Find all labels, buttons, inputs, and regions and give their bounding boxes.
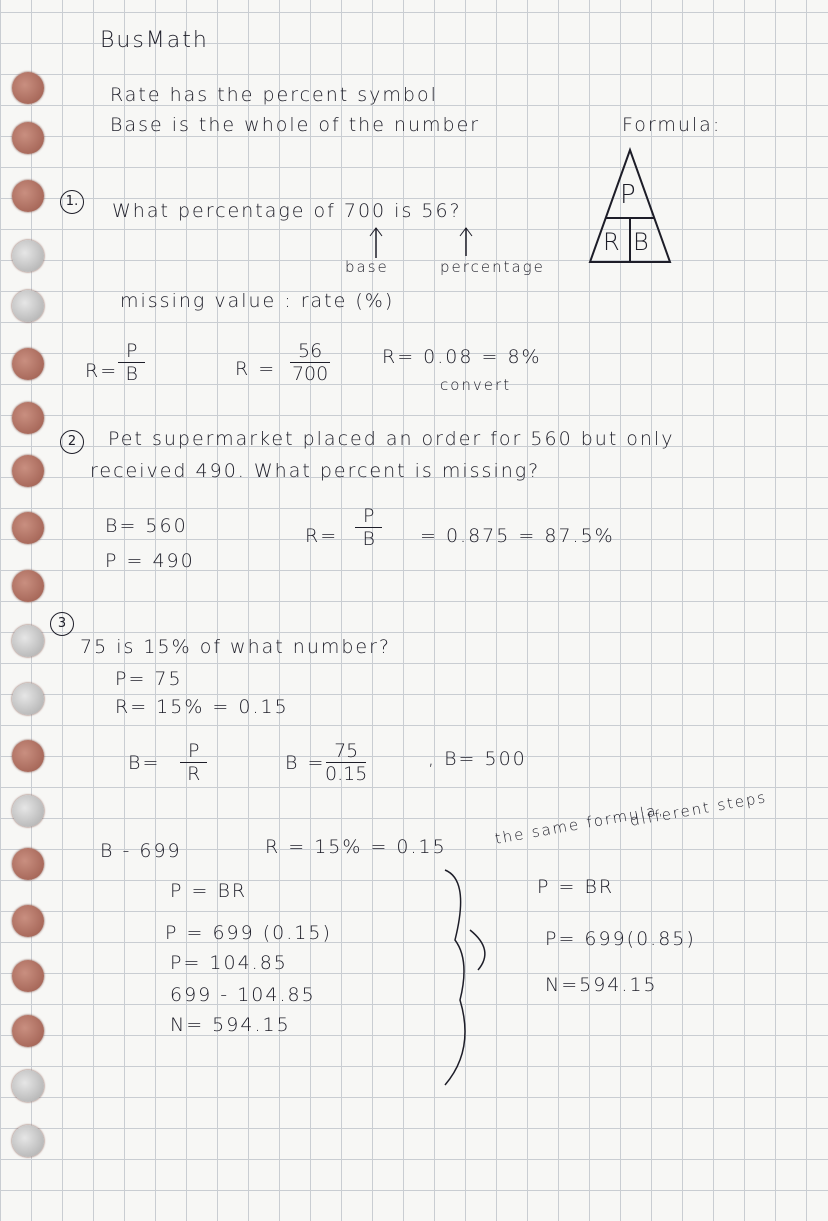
question-number: 3: [50, 612, 74, 636]
triangle-p: P: [620, 180, 638, 210]
b-label: B =: [285, 752, 326, 774]
denominator: B: [362, 528, 375, 550]
numerator: 56: [290, 340, 330, 363]
r-label: R=: [305, 525, 339, 547]
fraction-p-r: [180, 740, 207, 785]
formula-label: Formula:: [622, 114, 722, 136]
note-rate: Rate has the percent symbol: [110, 84, 438, 106]
work-line: P = BR: [537, 876, 615, 898]
missing-value: missing value : rate (%): [120, 290, 395, 312]
percentage-label: percentage: [440, 258, 545, 276]
numerator: P: [180, 740, 207, 763]
denominator: B: [125, 363, 138, 385]
numerator: 75: [326, 740, 366, 763]
r-value: R = 15% = 0.15: [265, 836, 447, 858]
triangle-b: B: [633, 228, 651, 256]
denominator: 700: [291, 363, 329, 385]
side-note: the same formula,: [493, 800, 666, 848]
work-line: N= 594.15: [170, 1014, 291, 1036]
q2-result: = 0.875 = 87.5%: [420, 525, 615, 547]
question-number: 1.: [60, 190, 84, 214]
work-line: P = 699 (0.15): [165, 922, 332, 944]
fraction-p-b: [118, 340, 145, 385]
b-label: B=: [128, 752, 161, 774]
question-number: 2: [60, 430, 84, 454]
r-label: R=: [85, 360, 119, 382]
r-label: R =: [235, 358, 277, 380]
b-result: , B= 500: [428, 748, 527, 770]
q1-question: What percentage of 700 is 56?: [112, 200, 462, 222]
base-label: base: [345, 258, 389, 276]
convert-label: convert: [440, 376, 512, 394]
b-value: B - 699: [100, 840, 182, 862]
b-value: B= 560: [105, 515, 188, 537]
fraction-75-015: [325, 740, 367, 785]
side-note: different steps: [628, 788, 769, 830]
denominator: 0.15: [325, 763, 368, 785]
triangle-r: R: [603, 228, 622, 256]
work-line: N=594.15: [545, 974, 658, 996]
work-line: 699 - 104.85: [170, 984, 316, 1006]
numerator: P: [355, 505, 382, 528]
fraction-p-b: [355, 505, 382, 550]
r-value: R= 15% = 0.15: [115, 696, 289, 718]
q1-result: R= 0.08 = 8%: [382, 346, 542, 368]
q2-line1: Pet supermarket placed an order for 560 but only: [108, 428, 675, 450]
q2-line2: received 490. What percent is missing?: [90, 460, 541, 482]
work-line: P = BR: [170, 880, 248, 902]
fraction-56-700: [290, 340, 330, 385]
p-value: P = 490: [105, 550, 195, 572]
numerator: P: [118, 340, 145, 363]
page-title: BusMath: [100, 28, 209, 53]
denominator: R: [187, 763, 201, 785]
work-line: P= 104.85: [170, 952, 288, 974]
note-base: Base is the whole of the number: [110, 114, 481, 136]
p-value: P= 75: [115, 668, 183, 690]
work-line: P= 699(0.85): [545, 928, 696, 950]
q3-question: 75 is 15% of what number?: [80, 636, 392, 658]
